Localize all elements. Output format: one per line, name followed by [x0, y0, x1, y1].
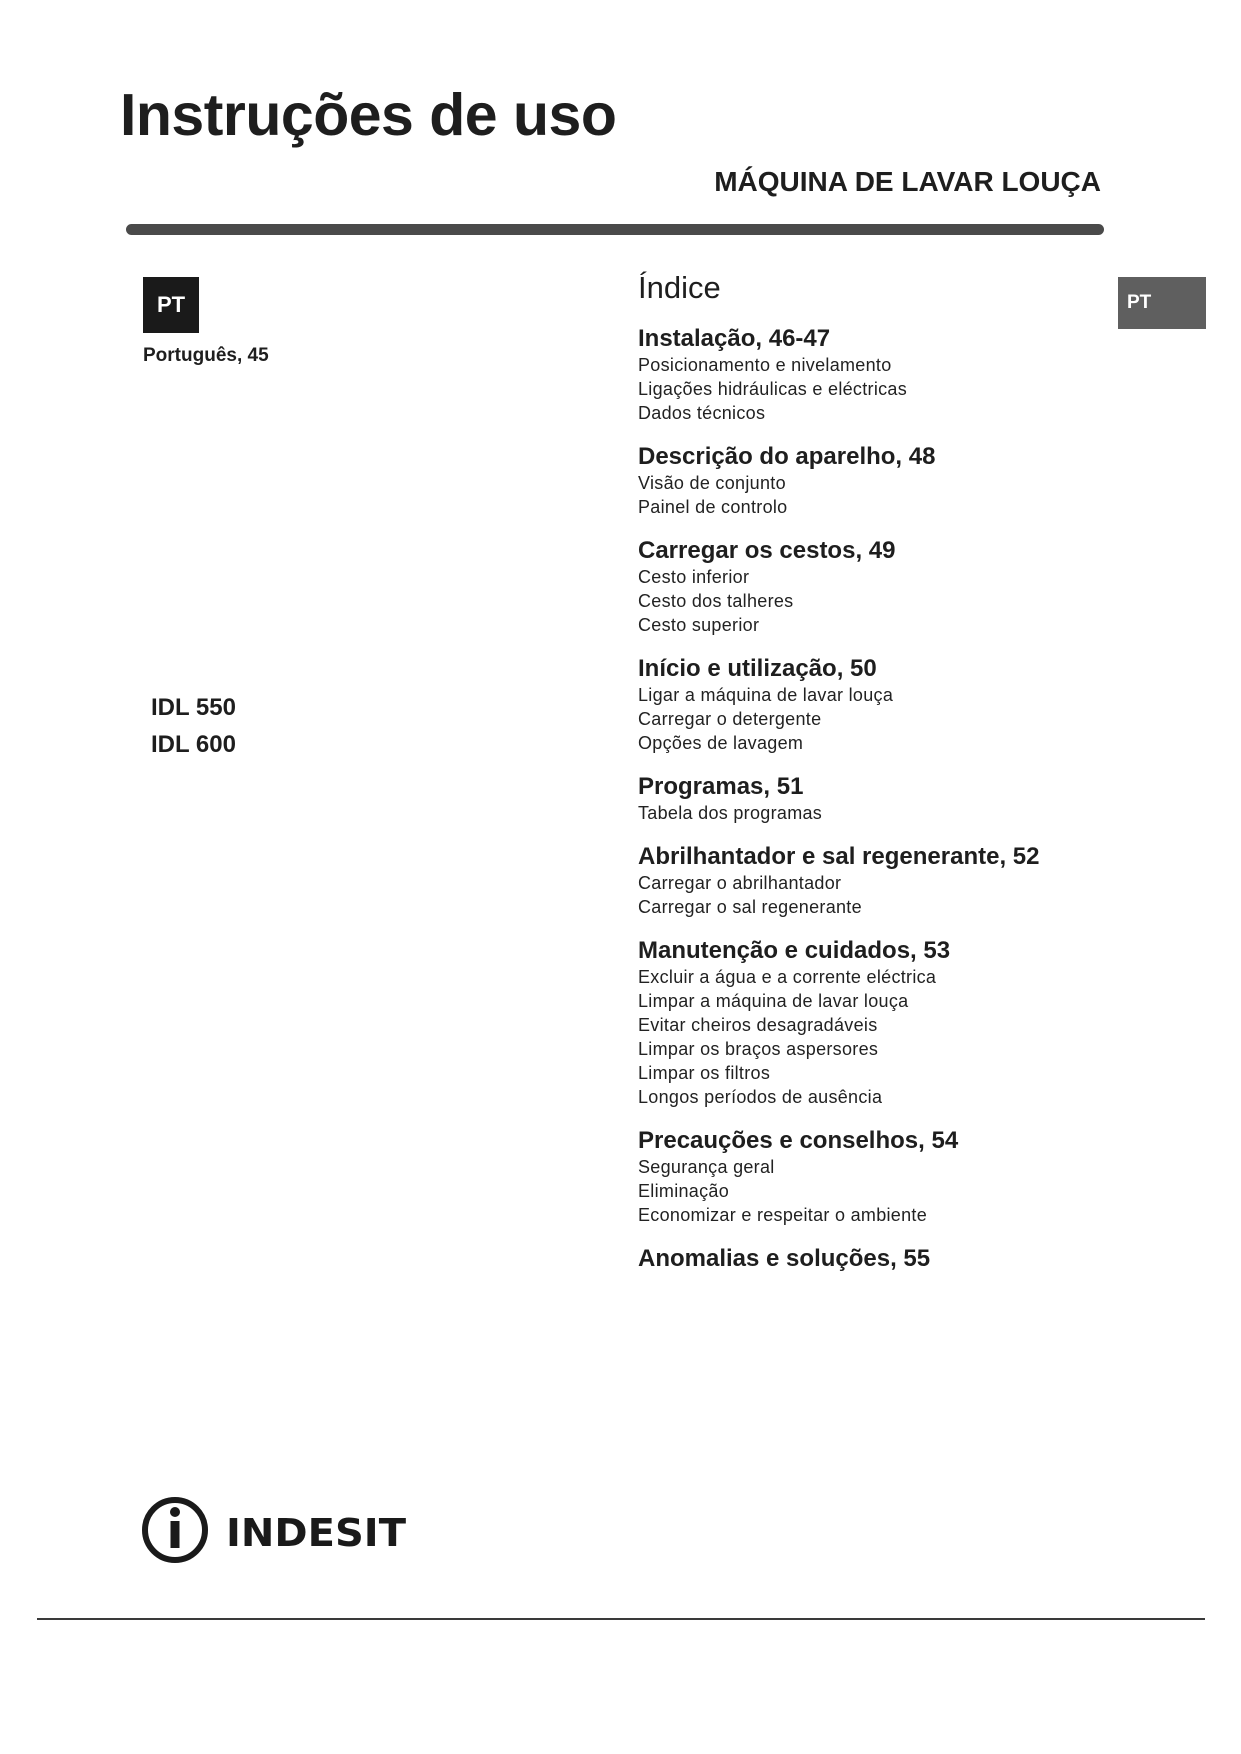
toc-title: Índice: [638, 270, 721, 305]
model-name: IDL 550: [151, 694, 236, 721]
toc-section-title: Abrilhantador e sal regenerante, 52: [638, 843, 1040, 870]
toc-item: Eliminação: [638, 1181, 730, 1201]
toc-section-items: [638, 965, 1158, 1109]
toc-item: Economizar e respeitar o ambiente: [638, 1205, 928, 1225]
toc-item: Carregar o abrilhantador: [638, 873, 842, 893]
toc-section-title: Precauções e conselhos, 54: [638, 1127, 959, 1154]
toc-item: Cesto superior: [638, 615, 760, 635]
toc-section-items: [638, 1155, 1158, 1227]
toc-section-title: Programas, 51: [638, 773, 804, 800]
toc-section-title: Descrição do aparelho, 48: [638, 443, 936, 470]
toc-section: [638, 842, 1158, 919]
toc-section-title: Anomalias e soluções, 55: [638, 1245, 931, 1272]
toc-section: [638, 536, 1158, 637]
toc-item: Carregar o detergente: [638, 709, 822, 729]
page-subtitle: MÁQUINA DE LAVAR LOUÇA: [714, 166, 1101, 197]
toc-item: Posicionamento e nivelamento: [638, 355, 892, 375]
toc-section-title: Carregar os cestos, 49: [638, 537, 896, 564]
toc-section-items: [638, 565, 1158, 637]
model-name: IDL 600: [151, 731, 236, 758]
page-title: Instruções de uso: [120, 82, 617, 148]
toc-item: Visão de conjunto: [638, 473, 786, 493]
toc-section: [638, 936, 1158, 1109]
toc-item: Carregar o sal regenerante: [638, 897, 862, 917]
toc-section: [638, 654, 1158, 755]
toc-item: Limpar os braços aspersores: [638, 1039, 879, 1059]
toc-section-items: [638, 353, 1158, 425]
toc-item: Limpar a máquina de lavar louça: [638, 991, 909, 1011]
toc-section-title: Manutenção e cuidados, 53: [638, 937, 951, 964]
toc-section-items: [638, 471, 1158, 519]
toc-item: Dados técnicos: [638, 403, 766, 423]
toc-item: Tabela dos programas: [638, 803, 823, 823]
toc-item: Segurança geral: [638, 1157, 775, 1177]
header-divider: [126, 224, 1104, 235]
toc-sections: [638, 324, 1158, 1273]
language-side-tab: PT: [1118, 277, 1206, 329]
logo-wordmark: INDESIT: [226, 1511, 407, 1555]
toc-item: Ligações hidráulicas e eléctricas: [638, 379, 908, 399]
toc-item: Opções de lavagem: [638, 733, 804, 753]
toc-section-title: Início e utilização, 50: [638, 655, 877, 682]
toc-item: Cesto inferior: [638, 567, 750, 587]
indesit-logo: [142, 1494, 412, 1566]
toc-section-title: Instalação, 46-47: [638, 325, 831, 352]
toc-section-items: [638, 801, 1158, 825]
language-badge: PT: [143, 277, 199, 333]
toc-section-items: [638, 683, 1158, 755]
language-caption: Português, 45: [143, 345, 269, 366]
toc-item: Longos períodos de ausência: [638, 1087, 883, 1107]
toc-item: Limpar os filtros: [638, 1063, 771, 1083]
footer-divider: [37, 1618, 1205, 1620]
toc-section-items: [638, 871, 1158, 919]
toc-section: [638, 1126, 1158, 1227]
toc-item: Evitar cheiros desagradáveis: [638, 1015, 878, 1035]
toc-item: Ligar a máquina de lavar louça: [638, 685, 894, 705]
indesit-i-icon: [145, 1500, 205, 1560]
toc-item: Cesto dos talheres: [638, 591, 794, 611]
toc-section: [638, 1244, 1158, 1273]
table-of-contents: [638, 272, 1158, 1290]
toc-item: Painel de controlo: [638, 497, 788, 517]
toc-section: [638, 324, 1158, 425]
toc-item: Excluir a água e a corrente eléctrica: [638, 967, 937, 987]
model-list: [151, 689, 236, 763]
toc-section: [638, 772, 1158, 825]
toc-section: [638, 442, 1158, 519]
